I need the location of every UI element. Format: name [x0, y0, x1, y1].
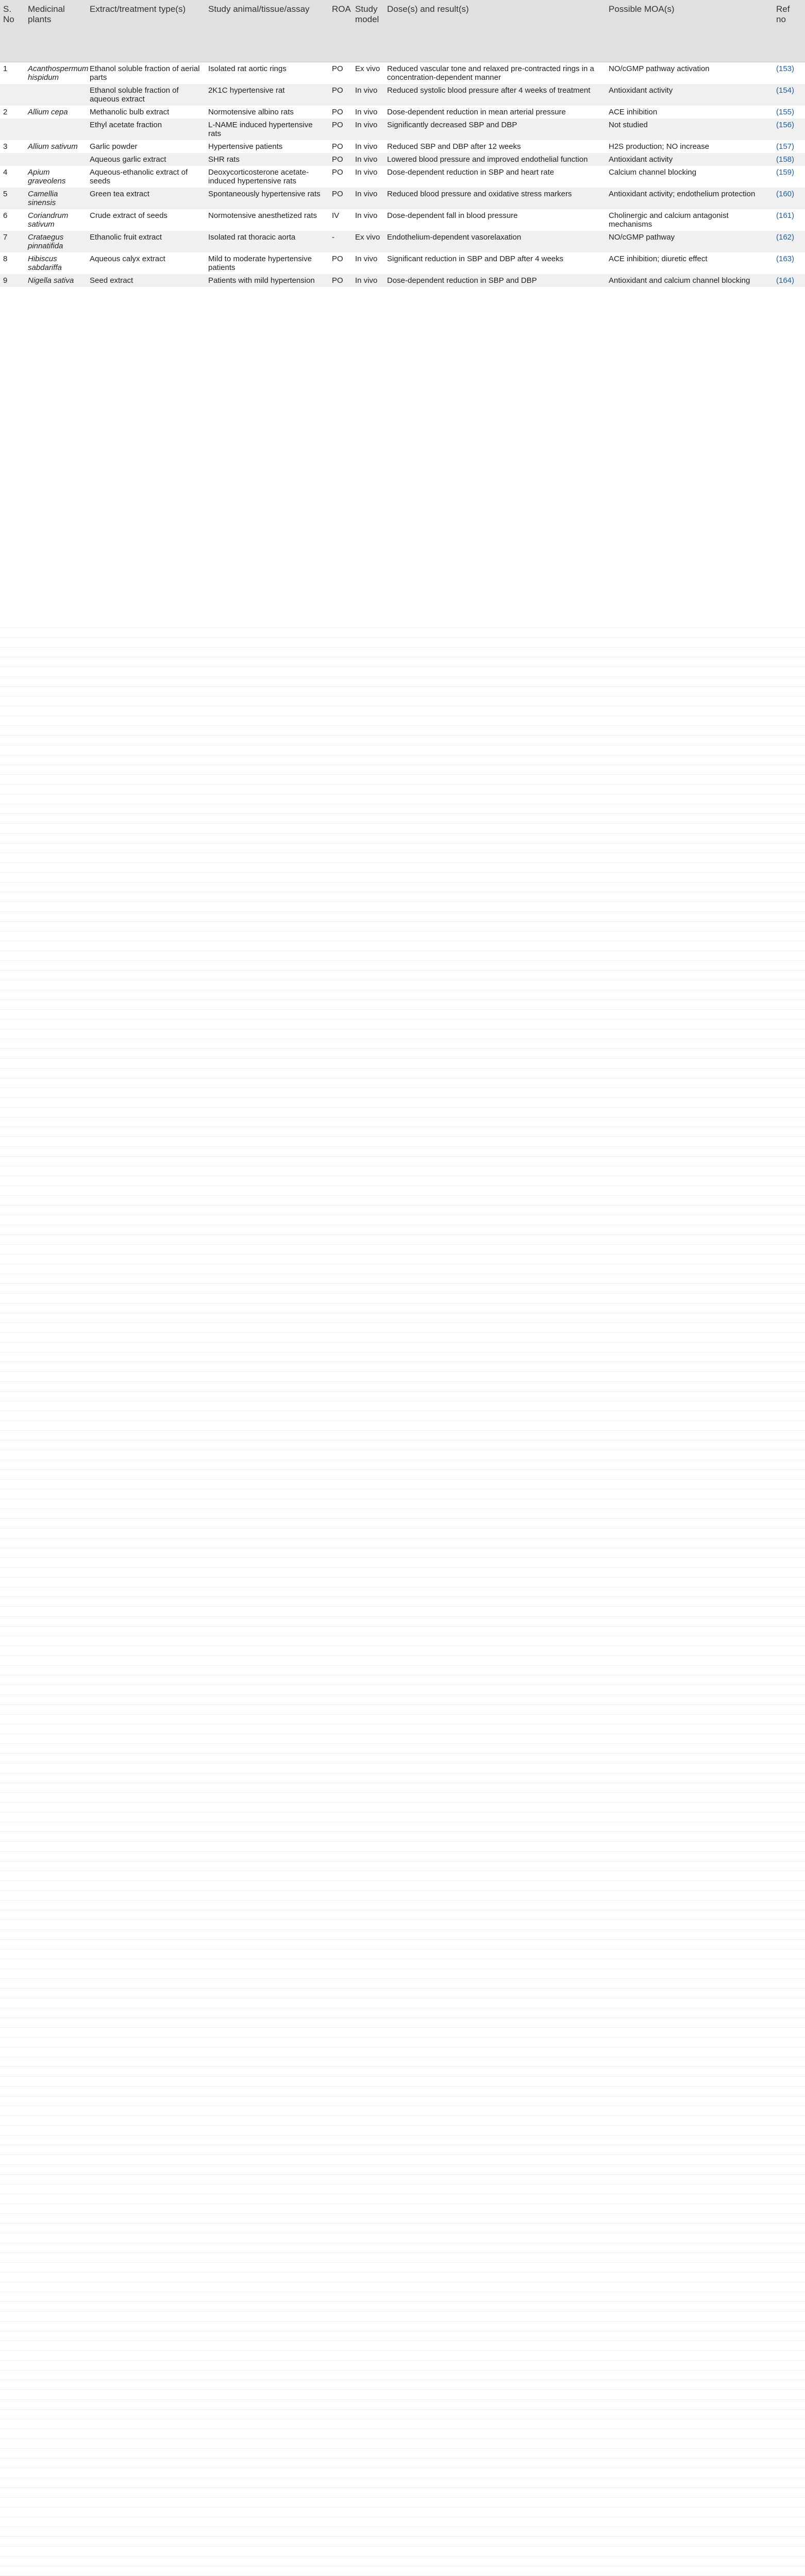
header-model: Study model [352, 0, 384, 62]
cell-model: In vivo [352, 252, 384, 274]
cell-moa: Antioxidant and calcium channel blocking [606, 274, 773, 287]
cell-dose: Dose-dependent fall in blood pressure [384, 209, 606, 231]
table-row [0, 140, 805, 153]
table-row [0, 153, 805, 166]
cell-extract: Ethanolic fruit extract [87, 231, 205, 252]
cell-model: In vivo [352, 106, 384, 118]
cell-dose: Reduced vascular tone and relaxed pre-contracted rings in a concentration-dependent manner [384, 62, 606, 84]
table-row [0, 84, 805, 106]
cell-study: SHR rats [205, 153, 329, 166]
table-continuation [0, 618, 805, 2576]
header-extract: Extract/treatment type(s) [87, 0, 205, 62]
cell-roa: IV [329, 209, 352, 231]
cell-ref: (156) [773, 118, 805, 140]
cell-extract: Methanolic bulb extract [87, 106, 205, 118]
cell-model: In vivo [352, 153, 384, 166]
cell-study: 2K1C hypertensive rat [205, 84, 329, 106]
cell-plant: Coriandrum sativum [25, 209, 87, 231]
cell-study: Patients with mild hypertension [205, 274, 329, 287]
cell-model: In vivo [352, 118, 384, 140]
cell-moa: NO/cGMP pathway [606, 231, 773, 252]
cell-ref: (164) [773, 274, 805, 287]
cell-roa: PO [329, 118, 352, 140]
cell-ref: (158) [773, 153, 805, 166]
table-row [0, 62, 805, 84]
cell-sn [0, 84, 25, 106]
cell-moa: H2S production; NO increase [606, 140, 773, 153]
cell-extract: Ethyl acetate fraction [87, 118, 205, 140]
cell-extract: Garlic powder [87, 140, 205, 153]
cell-plant: Allium sativum [25, 140, 87, 153]
cell-plant: Camellia sinensis [25, 188, 87, 209]
cell-roa: PO [329, 106, 352, 118]
cell-sn: 5 [0, 188, 25, 209]
cell-moa: Antioxidant activity [606, 153, 773, 166]
cell-dose: Reduced systolic blood pressure after 4 weeks of treatment [384, 84, 606, 106]
cell-roa: PO [329, 274, 352, 287]
header-sn: S. No [0, 0, 25, 62]
cell-moa: Antioxidant activity [606, 84, 773, 106]
cell-study: Mild to moderate hypertensive patients [205, 252, 329, 274]
cell-study: Spontaneously hypertensive rats [205, 188, 329, 209]
table-row [0, 209, 805, 231]
header-roa: ROA [329, 0, 352, 62]
cell-model: In vivo [352, 166, 384, 188]
cell-roa: PO [329, 84, 352, 106]
cell-ref: (153) [773, 62, 805, 84]
table-row [0, 188, 805, 209]
cell-sn [0, 118, 25, 140]
cell-roa: - [329, 231, 352, 252]
cell-extract: Aqueous-ethanolic extract of seeds [87, 166, 205, 188]
cell-dose: Lowered blood pressure and improved endothelial function [384, 153, 606, 166]
cell-plant [25, 118, 87, 140]
cell-dose: Dose-dependent reduction in mean arterial pressure [384, 106, 606, 118]
cell-extract: Aqueous garlic extract [87, 153, 205, 166]
cell-extract: Ethanol soluble fraction of aqueous extract [87, 84, 205, 106]
cell-roa: PO [329, 62, 352, 84]
header-plant: Medicinal plants [25, 0, 87, 62]
cell-dose: Reduced blood pressure and oxidative stress markers [384, 188, 606, 209]
cell-extract: Ethanol soluble fraction of aerial parts [87, 62, 205, 84]
cell-ref: (160) [773, 188, 805, 209]
cell-moa: NO/cGMP pathway activation [606, 62, 773, 84]
cell-moa: Antioxidant activity; endothelium protection [606, 188, 773, 209]
cell-moa: Calcium channel blocking [606, 166, 773, 188]
cell-plant [25, 84, 87, 106]
cell-study: Normotensive albino rats [205, 106, 329, 118]
cell-sn: 2 [0, 106, 25, 118]
cell-study: L-NAME induced hypertensive rats [205, 118, 329, 140]
cell-model: In vivo [352, 209, 384, 231]
cell-plant: Crataegus pinnatifida [25, 231, 87, 252]
cell-roa: PO [329, 140, 352, 153]
cell-extract: Crude extract of seeds [87, 209, 205, 231]
cell-model: In vivo [352, 188, 384, 209]
cell-plant: Apium graveolens [25, 166, 87, 188]
cell-sn: 6 [0, 209, 25, 231]
table-row [0, 118, 805, 140]
cell-moa: ACE inhibition [606, 106, 773, 118]
cell-model: In vivo [352, 140, 384, 153]
cell-plant: Hibiscus sabdariffa [25, 252, 87, 274]
cell-plant [25, 153, 87, 166]
table-row [0, 252, 805, 274]
cell-dose: Reduced SBP and DBP after 12 weeks [384, 140, 606, 153]
cell-sn: 3 [0, 140, 25, 153]
table-row [0, 231, 805, 252]
cell-extract: Green tea extract [87, 188, 205, 209]
cell-ref: (157) [773, 140, 805, 153]
cell-dose: Endothelium-dependent vasorelaxation [384, 231, 606, 252]
cell-extract: Seed extract [87, 274, 205, 287]
header-dose: Dose(s) and result(s) [384, 0, 606, 62]
cell-study: Isolated rat thoracic aorta [205, 231, 329, 252]
cell-plant: Allium cepa [25, 106, 87, 118]
cell-moa: Cholinergic and calcium antagonist mechanisms [606, 209, 773, 231]
cell-model: Ex vivo [352, 231, 384, 252]
header-ref: Ref no [773, 0, 805, 62]
cell-sn: 9 [0, 274, 25, 287]
cell-model: In vivo [352, 84, 384, 106]
cell-ref: (155) [773, 106, 805, 118]
table-row [0, 106, 805, 118]
cell-sn: 1 [0, 62, 25, 84]
cell-study: Normotensive anesthetized rats [205, 209, 329, 231]
cell-model: In vivo [352, 274, 384, 287]
cell-model: Ex vivo [352, 62, 384, 84]
cell-ref: (161) [773, 209, 805, 231]
cell-sn: 8 [0, 252, 25, 274]
cell-study: Hypertensive patients [205, 140, 329, 153]
table-row [0, 274, 805, 287]
cell-roa: PO [329, 166, 352, 188]
cell-ref: (154) [773, 84, 805, 106]
header-moa: Possible MOA(s) [606, 0, 773, 62]
cell-dose: Significant reduction in SBP and DBP after 4 weeks [384, 252, 606, 274]
cell-ref: (163) [773, 252, 805, 274]
cell-study: Deoxycorticosterone acetate-induced hypertensive rats [205, 166, 329, 188]
cell-sn: 4 [0, 166, 25, 188]
cell-dose: Significantly decreased SBP and DBP [384, 118, 606, 140]
cell-sn: 7 [0, 231, 25, 252]
cell-plant: Acanthospermum hispidum [25, 62, 87, 84]
cell-ref: (159) [773, 166, 805, 188]
cell-moa: Not studied [606, 118, 773, 140]
cell-roa: PO [329, 252, 352, 274]
cell-roa: PO [329, 188, 352, 209]
cell-moa: ACE inhibition; diuretic effect [606, 252, 773, 274]
table-body [0, 62, 805, 287]
plants-table [0, 0, 805, 287]
cell-ref: (162) [773, 231, 805, 252]
cell-dose: Dose-dependent reduction in SBP and DBP [384, 274, 606, 287]
cell-study: Isolated rat aortic rings [205, 62, 329, 84]
cell-roa: PO [329, 153, 352, 166]
table-header-row [0, 0, 805, 62]
cell-dose: Dose-dependent reduction in SBP and heart rate [384, 166, 606, 188]
cell-extract: Aqueous calyx extract [87, 252, 205, 274]
cell-sn [0, 153, 25, 166]
header-study: Study animal/tissue/assay [205, 0, 329, 62]
cell-plant: Nigella sativa [25, 274, 87, 287]
table-row [0, 166, 805, 188]
